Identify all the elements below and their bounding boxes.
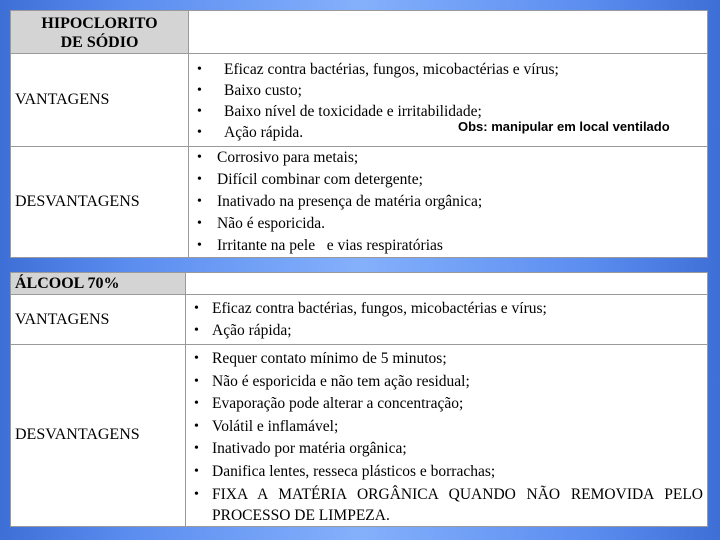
list-item — [189, 213, 707, 235]
bullet-icon: • — [194, 463, 199, 479]
list-item-text: Inativado por matéria orgânica; — [212, 440, 407, 458]
list-item-text: Ação rápida; — [212, 322, 292, 339]
list-item-text: Não é esporicida. — [217, 215, 326, 232]
bullet-icon: • — [194, 351, 199, 366]
list-item-text: Corrosivo para metais; — [217, 149, 359, 166]
list-item-text: Requer contato mínimo de 5 minutos; — [212, 350, 447, 367]
hipoclorito-header-empty-cell — [189, 11, 708, 54]
list-item-text: Eficaz contra bactérias, fungos, micobactérias e vírus; — [224, 61, 559, 78]
hipoclorito-vantagens-label-text: VANTAGENS — [15, 91, 110, 108]
bullet-icon: • — [197, 238, 202, 253]
list-item-text: Danifica lentes, resseca plásticos e borrachas; — [212, 462, 496, 480]
hipoclorito-vantagens-label — [11, 54, 189, 147]
hipoclorito-title-line2: DE SÓDIO — [60, 34, 139, 51]
bullet-icon: • — [197, 172, 202, 187]
bullet-icon: • — [197, 83, 202, 98]
list-item-text: Não é esporicida e não tem ação residual; — [212, 372, 470, 390]
bullet-icon: • — [197, 194, 202, 209]
alcool-vantagens-label-text: VANTAGENS — [15, 310, 110, 328]
bullet-icon: • — [197, 150, 202, 165]
alcool-desvantagens-label — [11, 345, 186, 527]
list-item-text: Eficaz contra bactérias, fungos, micobactérias e vírus; — [212, 300, 547, 317]
list-item — [186, 371, 707, 394]
list-item — [189, 80, 707, 101]
alcool-vantagens-cell — [186, 295, 708, 345]
list-item-text: Baixo nível de toxicidade e irritabilidade; — [224, 103, 482, 120]
list-item — [186, 393, 707, 416]
hipoclorito-title-line1: HIPOCLORITO — [41, 15, 158, 32]
alcool-header-empty-cell — [186, 273, 708, 295]
list-item — [186, 484, 707, 526]
hipoclorito-table — [10, 10, 708, 258]
hipoclorito-desvantagens-list — [189, 147, 707, 257]
alcool-table — [10, 272, 708, 527]
list-item-text: Inativado na presença de matéria orgânica; — [217, 193, 483, 210]
list-item — [189, 147, 707, 169]
bullet-icon: • — [194, 373, 199, 389]
hipoclorito-title-cell — [11, 11, 189, 54]
list-item — [186, 320, 707, 342]
alcool-title-cell — [11, 273, 186, 295]
alcool-desvantagens-label-text: DESVANTAGENS — [15, 426, 140, 444]
bullet-icon: • — [194, 418, 199, 434]
list-item — [189, 169, 707, 191]
list-item-text: FIXA A MATÉRIA ORGÂNICA QUANDO NÃO REMOVIDA PELO PROCESSO DE LIMPEZA. — [212, 485, 703, 524]
hipoclorito-desvantagens-cell — [189, 147, 708, 258]
bullet-icon: • — [197, 216, 202, 231]
bullet-icon: • — [194, 323, 199, 338]
bullet-icon: • — [194, 486, 199, 502]
bullet-icon: • — [197, 104, 202, 119]
list-item — [189, 191, 707, 213]
bullet-icon: • — [194, 301, 199, 316]
list-item — [189, 59, 707, 80]
list-item — [186, 298, 707, 320]
bullet-icon: • — [197, 62, 202, 77]
list-item-text: Baixo custo; — [224, 82, 302, 99]
alcool-desvantagens-cell — [186, 345, 708, 527]
list-item-text: Difícil combinar com detergente; — [217, 171, 423, 188]
alcool-vantagens-label — [11, 295, 186, 345]
list-item-text: Evaporação pode alterar a concentração; — [212, 395, 464, 413]
list-item — [186, 461, 707, 484]
alcool-desvantagens-list — [186, 345, 707, 526]
alcool-title: ÁLCOOL 70% — [15, 275, 120, 292]
bullet-icon: • — [194, 441, 199, 457]
list-item-text: Irritante na pele e vias respiratórias — [217, 237, 443, 254]
hipoclorito-desvantagens-label — [11, 147, 189, 258]
list-item-text: Volátil e inflamável; — [212, 417, 339, 435]
alcool-vantagens-list — [186, 295, 707, 342]
bullet-icon: • — [197, 125, 202, 140]
list-item-text: Ação rápida. — [224, 124, 304, 141]
list-item — [186, 348, 707, 371]
list-item — [189, 235, 707, 257]
hipoclorito-desvantagens-label-text: DESVANTAGENS — [15, 193, 140, 210]
list-item — [186, 416, 707, 439]
list-item — [186, 438, 707, 461]
bullet-icon: • — [194, 396, 199, 412]
obs-note: Obs: manipular em local ventilado — [458, 119, 670, 134]
